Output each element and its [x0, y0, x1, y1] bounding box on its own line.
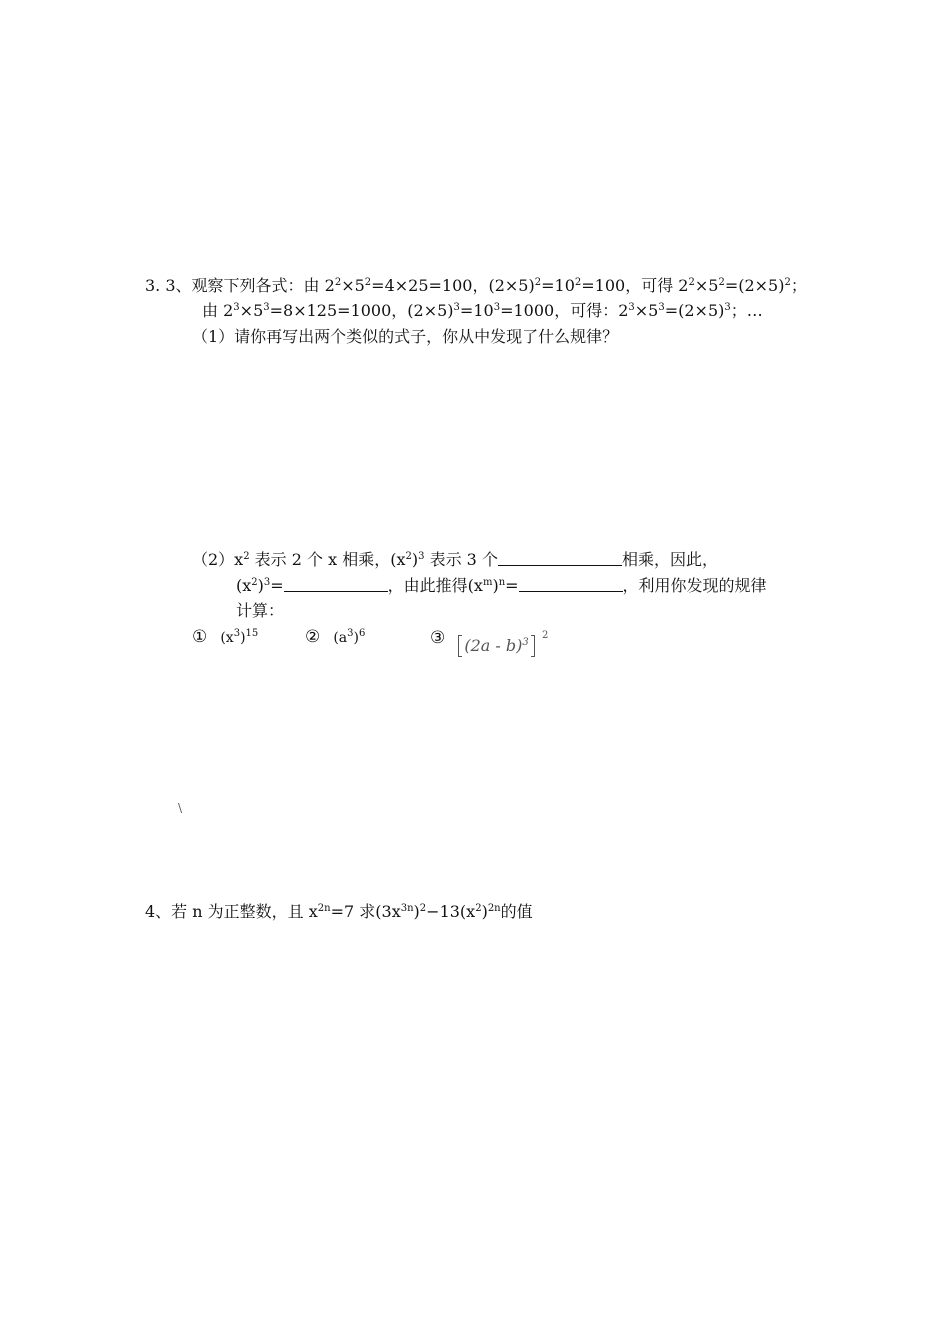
sup: 2 — [334, 277, 342, 288]
text: ×5 — [239, 301, 264, 320]
text: = — [270, 576, 284, 595]
text: ，利用你发现的规律 — [622, 576, 767, 595]
sup: m — [482, 577, 493, 588]
text: 表示 2 个 x 相乘，(x — [249, 550, 406, 569]
sup: 2 — [534, 277, 542, 288]
text: ； — [790, 276, 807, 295]
sup: 3 — [522, 637, 529, 648]
sup: 3n — [400, 903, 414, 914]
text: 相乘，因此， — [621, 550, 718, 569]
sup: 3 — [658, 302, 665, 313]
text: ) — [411, 550, 419, 569]
sup: 2 — [251, 577, 258, 588]
circled-three: ③ — [430, 628, 446, 648]
text: =10 — [541, 276, 575, 295]
sup: 2 — [475, 903, 482, 914]
text: =7 求(3x — [330, 902, 401, 921]
sup: 2 — [419, 903, 427, 914]
text: 表示 3 个 — [424, 550, 498, 569]
text: ) — [481, 902, 488, 921]
q3-part2-line2 — [236, 576, 767, 596]
text: =10 — [459, 301, 494, 320]
text: (2a - b) — [464, 636, 523, 655]
q3-part2-line1 — [192, 550, 718, 570]
text: ×5 — [634, 301, 659, 320]
sup: 3 — [263, 577, 271, 588]
text: （2）x — [192, 550, 244, 569]
text: =1000，可得：2 — [500, 301, 629, 320]
text: =(2×5) — [724, 276, 785, 295]
text: (x — [220, 630, 234, 646]
sup: 2n — [317, 903, 331, 914]
q4-line — [145, 902, 533, 922]
q3-part1: （1）请你再写出两个类似的式子，你从中发现了什么规律？ — [192, 327, 619, 346]
text: 4、若 n 为正整数，且 x — [145, 902, 318, 921]
calc-item-1 — [192, 627, 258, 648]
text: = — [505, 576, 519, 595]
text: ) — [257, 576, 264, 595]
text: =(2×5) — [664, 301, 725, 320]
text: =4×25=100，(2×5) — [371, 276, 535, 295]
sup: 2 — [688, 277, 695, 288]
text: ，由此推得(x — [387, 576, 483, 595]
sup: 3 — [493, 302, 501, 313]
calc-item-3 — [430, 627, 535, 655]
calc3-bracket-expression — [458, 635, 534, 657]
calc1-expression — [220, 630, 258, 646]
sup: 6 — [359, 628, 366, 639]
q3-number: 3. 3、 — [145, 276, 192, 295]
q3-line2 — [202, 301, 763, 321]
answer-blank-2[interactable] — [284, 577, 388, 592]
text: 的值 — [500, 902, 533, 921]
text: ×5 — [694, 276, 719, 295]
calc3-outer-exponent: 2 — [542, 630, 549, 641]
text: =100，可得 2 — [581, 276, 689, 295]
sup: 3 — [233, 628, 241, 639]
sup: 2 — [784, 277, 791, 288]
text: ；… — [730, 301, 763, 320]
sup: 3 — [233, 302, 240, 313]
calc-item-2 — [305, 627, 365, 648]
answer-blank-1[interactable] — [498, 551, 622, 566]
q3-part2-line3: 计算： — [236, 601, 285, 620]
sup: 15 — [245, 628, 259, 639]
circled-two: ② — [305, 627, 321, 647]
sup: 2n — [487, 903, 501, 914]
sup: 3 — [453, 302, 460, 313]
sup: 3 — [628, 302, 635, 313]
text: ×5 — [341, 276, 365, 295]
answer-blank-3[interactable] — [519, 577, 623, 592]
text: (a — [333, 630, 348, 646]
text: 由 2 — [202, 301, 234, 320]
text: ) — [413, 902, 420, 921]
sup: 3 — [418, 551, 425, 562]
text: ) — [353, 630, 359, 646]
text: ) — [492, 576, 499, 595]
text: =8×125=1000，(2×5) — [269, 301, 454, 320]
sup: 3 — [347, 628, 354, 639]
sup: 2 — [718, 277, 725, 288]
sup: 2 — [405, 551, 412, 562]
sup: 2 — [364, 277, 372, 288]
stray-backslash: \ — [178, 801, 183, 815]
text: −13(x — [426, 902, 476, 921]
q3-line1 — [145, 276, 807, 296]
text: (x — [236, 576, 252, 595]
sup: 2 — [243, 551, 250, 562]
circled-one: ① — [192, 627, 208, 647]
sup: 2 — [574, 277, 582, 288]
sup: 3 — [263, 302, 270, 313]
sup: 3 — [724, 302, 731, 313]
calc2-expression — [333, 630, 365, 646]
q3-intro: 观察下列各式：由 2 — [191, 276, 335, 295]
text: ) — [240, 630, 246, 646]
sup: n — [498, 577, 506, 588]
